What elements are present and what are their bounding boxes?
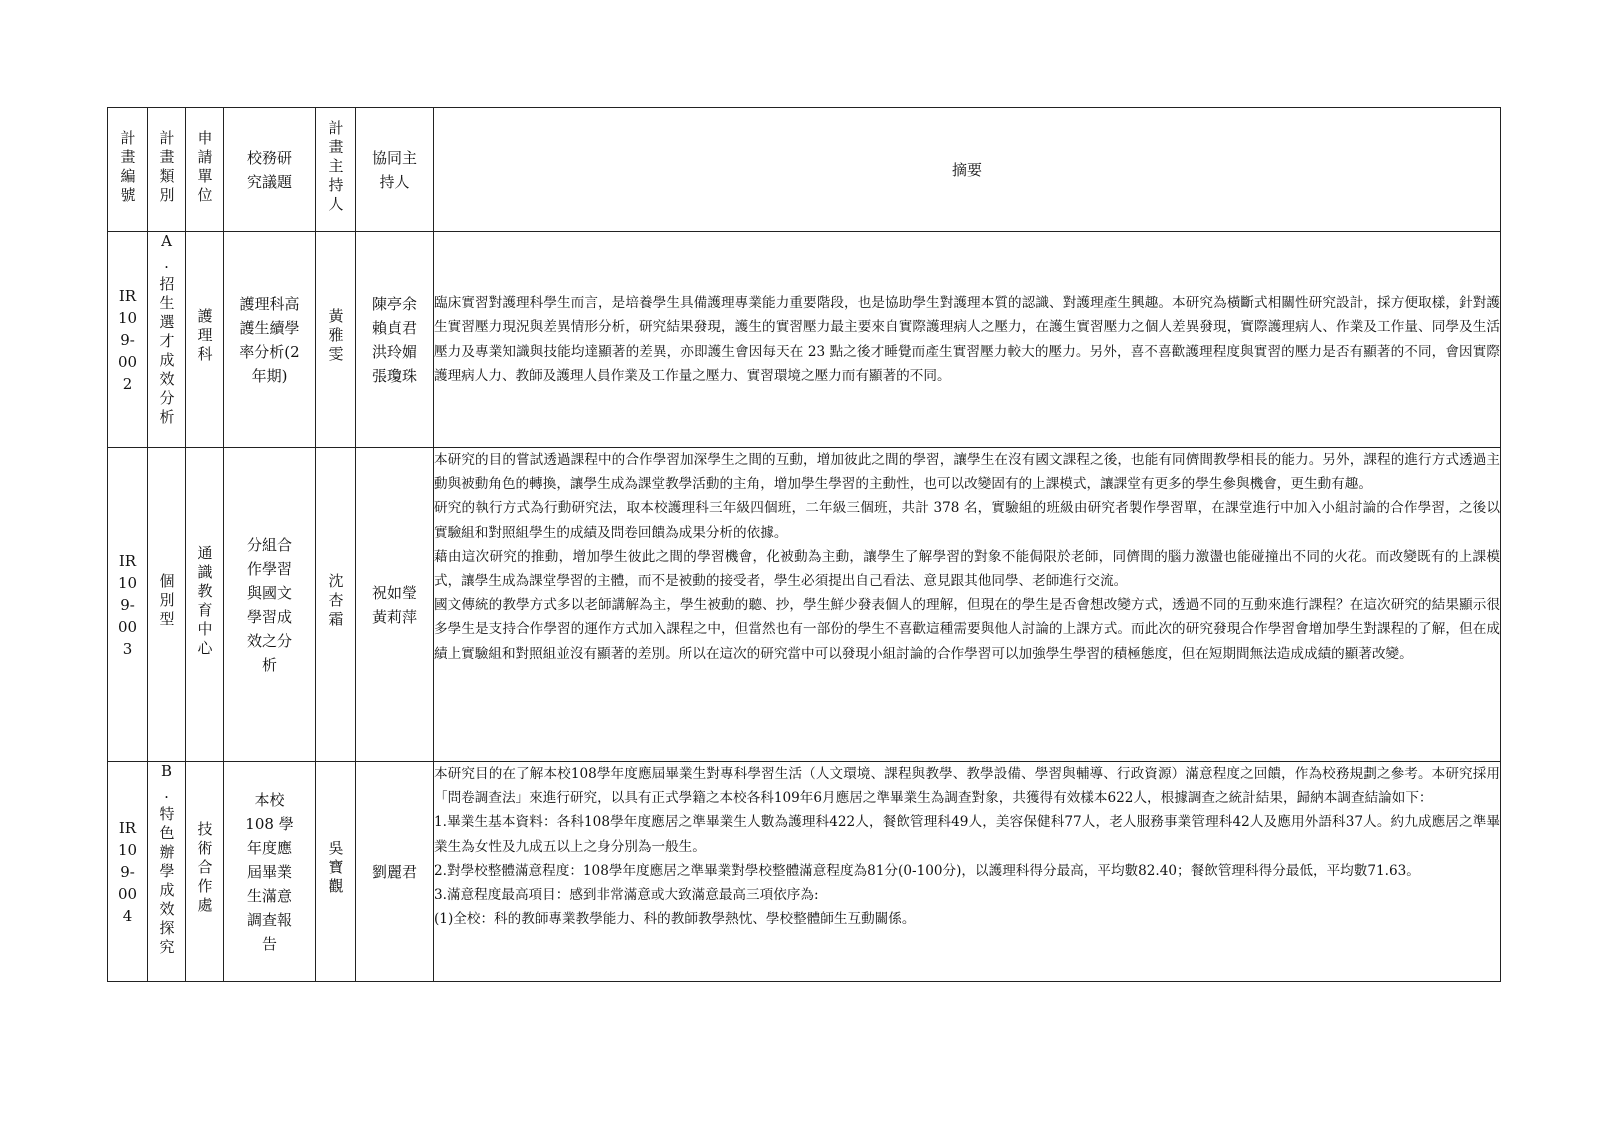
table-row [108,232,1501,448]
co-pi-name: 張瓊珠 [371,366,417,385]
pi-cell: 吳寶觀 [316,762,356,982]
topic-cell: 分組合作學習與國文學習成效之分析 [224,448,316,762]
co-pi-name: 劉麗君 [371,862,417,881]
plan-id-cell: IR 10 9- 00 3 [108,448,148,762]
abstract-paragraph: 2.對學校整體滿意程度：108學年度應居之準畢業對學校整體滿意程度為81分(0-100分)，以護理科得分最高，平均數82.40；餐飲管理科得分最低，平均數71.63。 [434,862,1420,879]
abstract-paragraph: (1)全校：科的教師專業教學能力、科的教師教學熱忱、學校整體師生互動關係。 [434,911,916,928]
header-unit: 申請單位 [186,108,224,232]
category-cell: A.招生選才成效分析 [148,232,186,448]
co-pi-cell [356,448,434,762]
abstract-paragraph: 臨床實習對護理科學生而言，是培養學生具備護理專業能力重要階段，也是協助學生對護理本質的認識、對護理產生興趣。本研究為橫斷式相關性研究設計，採方便取樣，針對護生實習壓力現況與差異情形分析，研究結果發現，護生的實習壓力最主要來自實際護理病人之壓力，在護生實習壓力之個人差異發現，實際護理病人、作業及工作量、同學及生活壓力及專業知識與技能均達顯著的差異，亦即護生會因每天在 23 點之後才睡覺而產生實習壓力較大的壓力。另外，喜不喜歡護理程度與實習的壓力是否有顯著的不同，會因實際護理病人力、教師及護理人員作業及工作量之壓力、實習環境之壓力而有顯著的不同。 [434,295,1500,384]
topic-cell: 護理科高護生續學率分析(2年期) [224,232,316,448]
header-row [108,108,1501,232]
category-cell: 個別型 [148,448,186,762]
co-pi-name: 黃莉萍 [371,607,417,626]
co-pi-name: 陳亭余 [371,294,417,313]
abstract-paragraph: 本研究目的在了解本校108學年度應屆畢業生對專科學習生活（人文環境、課程與教學、教學設備、學習與輔導、行政資源）滿意程度之回饋，作為校務規劃之參考。本研究採用「問卷調查法」來進行研究，以具有正式學籍之本校各科109年6月應居之準畢業生為調查對象，共獲得有效樣本622人，根據調查之統計結果，歸納本調查結論如下： [434,766,1500,807]
pi-cell: 沈杏霜 [316,448,356,762]
topic-cell: 本校 108 學年度應屆畢業生滿意調查報告 [224,762,316,982]
abstract-cell [434,232,1501,448]
table-row [108,762,1501,982]
unit-cell: 護理科 [186,232,224,448]
header-abstract: 摘要 [434,108,1501,232]
pi-cell: 黃雅雯 [316,232,356,448]
plan-id-cell: IR 10 9- 00 4 [108,762,148,982]
abstract-paragraph: 1.畢業生基本資料：各科108學年度應居之準畢業生人數為護理科422人，餐飲管理科49人，美容保健科77人，老人服務事業管理科42人及應用外語科37人。約九成應居之準畢業生為女性及九成五以上之身分別為一般生。 [434,814,1500,855]
header-topic: 校務研究議題 [224,108,316,232]
table-row [108,448,1501,762]
category-cell: B.特色辦學成效探究 [148,762,186,982]
header-pi: 計畫主持人 [316,108,356,232]
co-pi-name: 祝如瑩 [371,583,417,602]
unit-cell: 技術合作處 [186,762,224,982]
research-projects-table [107,107,1501,982]
abstract-cell [434,762,1501,982]
abstract-cell [434,448,1501,762]
abstract-paragraph: 研究的執行方式為行動研究法，取本校護理科三年級四個班，二年級三個班，共計 378 名，實驗組的班級由研究者製作學習單，在課堂進行中加入小組討論的合作學習，之後以實驗組和對照組學生的成績及問卷回饋為成果分析的依據。 [434,500,1500,541]
header-plan-id: 計畫編號 [108,108,148,232]
co-pi-cell [356,762,434,982]
abstract-paragraph: 本研究的目的嘗試透過課程中的合作學習加深學生之間的互動，增加彼此之間的學習，讓學生在沒有國文課程之後，也能有同儕間教學相長的能力。另外，課程的進行方式透過主動與被動角色的轉換，讓學生成為課堂教學活動的主角，增加學生學習的主動性，也可以改變固有的上課模式，讓課堂有更多的學生參與機會，更生動有趣。 [434,452,1500,493]
plan-id-cell: IR 10 9- 00 2 [108,232,148,448]
abstract-paragraph: 藉由這次研究的推動，增加學生彼此之間的學習機會，化被動為主動，讓學生了解學習的對象不能侷限於老師，同儕間的腦力激盪也能碰撞出不同的火花。而改變既有的上課模式，讓學生成為課堂學習的主體，而不是被動的接受者，學生必須提出自己看法、意見跟其他同學、老師進行交流。 [434,548,1500,590]
co-pi-cell [356,232,434,448]
co-pi-name: 賴貞君 [371,318,417,337]
co-pi-name: 洪玲媚 [371,342,417,361]
abstract-paragraph: 國文傳統的教學方式多以老師講解為主，學生被動的聽、抄，學生鮮少發表個人的理解，但現在的學生是否會想改變方式，透過不同的互動來進行課程？在這次研究的結果顯示很多學生是支持合作學習的運作方式加入課程之中，但當然也有一部份的學生不喜歡這種需要與他人討論的上課方式。而此次的研究發現合作學習會增加學生對課程的了解，但在成績上實驗組和對照組並沒有顯著的差別。所以在這次的研究當中可以發現小組討論的合作學習可以加強學生學習的積極態度，但在短期間無法造成成績的顯著改變。 [434,597,1500,662]
header-co-pi: 協同主持人 [356,108,434,232]
abstract-paragraph: 3.滿意程度最高項目：感到非常滿意或大致滿意最高三項依序為: [434,887,819,904]
unit-cell: 通識教育中心 [186,448,224,762]
header-category: 計畫類別 [148,108,186,232]
